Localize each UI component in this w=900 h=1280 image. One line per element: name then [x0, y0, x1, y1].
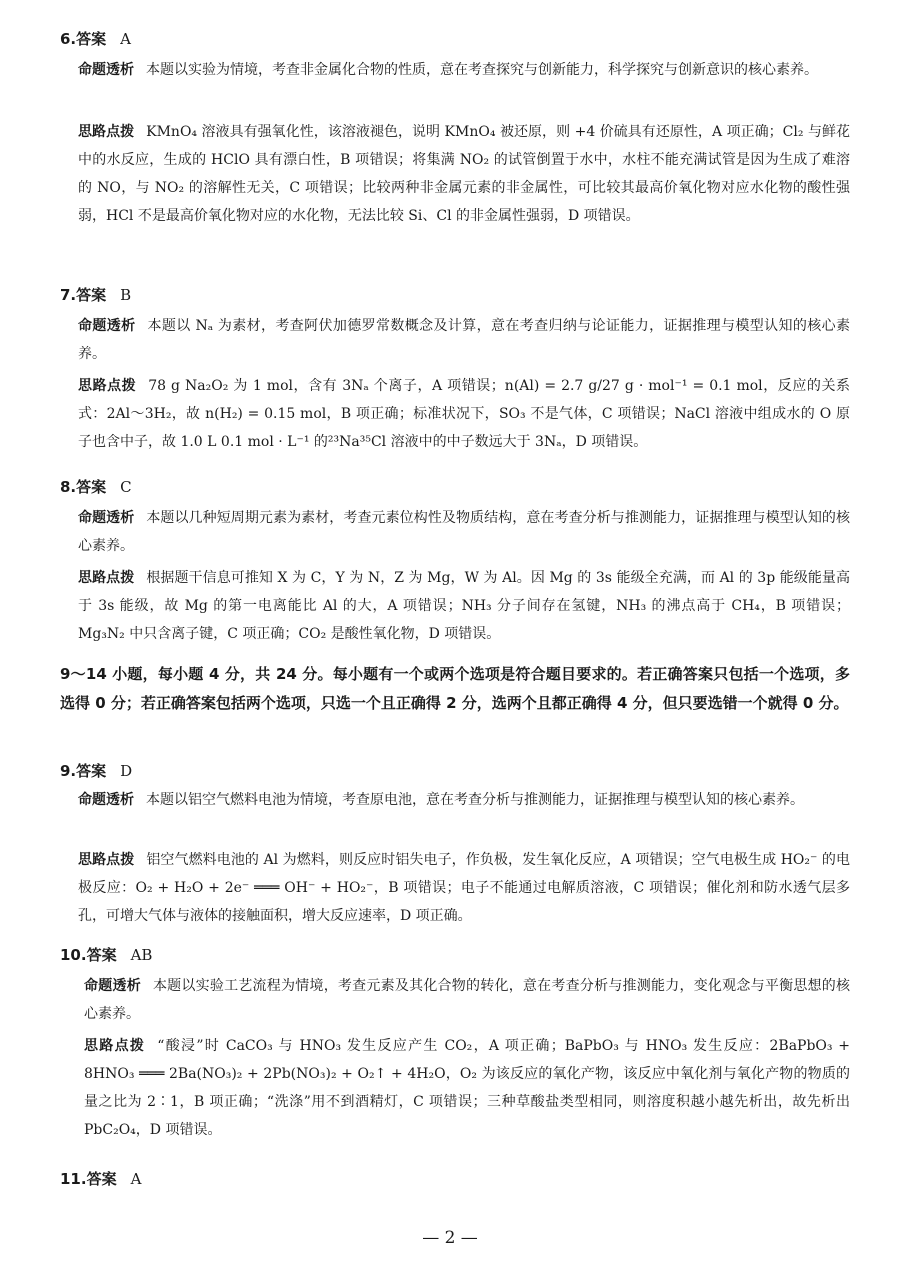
page-number: — 2 —: [422, 1228, 478, 1248]
question-number: 9.: [60, 762, 77, 780]
question-number: 11.: [60, 1170, 87, 1188]
section-scoring-note: 9～14 小题，每小题 4 分，共 24 分。每小题有一个或两个选项是符合题目要求的。若正确答案只包括一个选项，多选得 0 分；若正确答案包括两个选项，只选一个且正确得 2 分，选两个且都正确得 4 分，但只要选错一个就得 0 分。: [60, 665, 850, 712]
hint-text: 铝空气燃料电池的 Al 为燃料，则反应时铝失电子，作负极，发生氧化反应，A 项错误；空气电极生成 HO₂⁻ 的电极反应：O₂ + H₂O + 2e⁻ ═══ OH⁻ + HO₂⁻，B 项错误；电子不能通过电解质溶液，C 项错误；催化剂和防水透气层多孔，可增大气体与液体的接触面积，增大反应速率，D 项正确。: [78, 852, 851, 924]
intro-label: 命题透析: [78, 510, 135, 526]
question-number: 6.: [60, 30, 77, 48]
answer-label: 答案: [76, 286, 107, 304]
intro-label: 命题透析: [78, 792, 134, 808]
intro-label: 命题透析: [84, 978, 141, 994]
hint-label: 思路点拨: [78, 852, 135, 868]
question-8-answer: [60, 476, 132, 497]
hint-text: 根据题干信息可推知 X 为 C，Y 为 N，Z 为 Mg，W 为 Al。因 Mg 的 3s 能级全充满，而 Al 的 3p 能级能量高于 3s 能级，故 Mg 的第一电离能比 Al 的大，A 项错误；NH₃ 分子间存在氢键，NH₃ 的沸点高于 CH₄，B 项错误；Mg₃N₂ 中只含离子键，C 项正确；CO₂ 是酸性氧化物，D 项错误。: [78, 570, 851, 642]
question-7-intro: [78, 312, 850, 368]
question-8-intro: [78, 504, 850, 560]
intro-text: 本题以实验为情境，考查非金属化合物的性质，意在考查探究与创新能力，科学探究与创新意识的核心素养。: [146, 62, 818, 78]
answer-label: 答案: [76, 30, 107, 48]
answer-value: B: [120, 286, 132, 304]
intro-label: 命题透析: [78, 62, 134, 78]
intro-text: 本题以铝空气燃料电池为情境，考查原电池，意在考查分析与推测能力，证据推理与模型认知的核心素养。: [146, 792, 804, 808]
hint-label: 思路点拨: [84, 1038, 146, 1054]
question-11-answer: [60, 1168, 141, 1189]
answer-value: C: [120, 478, 132, 496]
question-6-intro: [78, 56, 850, 84]
question-10-hint: [84, 1032, 850, 1144]
hint-label: 思路点拨: [78, 124, 135, 140]
question-number: 7.: [60, 286, 77, 304]
answer-value: D: [120, 762, 133, 780]
question-7-answer: [60, 284, 131, 305]
question-10-intro: [84, 972, 850, 1028]
intro-text: 本题以 Nₐ 为素材，考查阿伏加德罗常数概念及计算，意在考查归纳与论证能力，证据推理与模型认知的核心素养。: [78, 318, 850, 362]
answer-label: 答案: [86, 946, 117, 964]
intro-text: 本题以几种短周期元素为素材，考查元素位构性及物质结构，意在考查分析与推测能力，证据推理与模型认知的核心素养。: [78, 510, 851, 554]
question-number: 10.: [60, 946, 87, 964]
question-6-answer: [60, 28, 131, 49]
answer-label: 答案: [76, 478, 107, 496]
intro-text: 本题以实验工艺流程为情境，考查元素及其化合物的转化，意在考查分析与推测能力，变化观念与平衡思想的核心素养。: [84, 978, 851, 1022]
question-6-hint: [78, 118, 850, 230]
hint-text: 78 g Na₂O₂ 为 1 mol，含有 3Nₐ 个离子，A 项错误；n(Al) = 2.7 g/27 g · mol⁻¹ = 0.1 mol，反应的关系式：2Al～3H₂，故 n(H₂) = 0.15 mol，B 项正确；标准状况下，SO₃ 不是气体，C 项错误；NaCl 溶液中组成水的 O 原子也含中子，故 1.0 L 0.1 mol · L⁻¹ 的²³Na³⁵Cl 溶液中的中子数远大于 3Nₐ，D 项错误。: [78, 378, 850, 450]
question-7-hint: [78, 372, 850, 456]
question-9-answer: [60, 760, 132, 781]
answer-value: AB: [130, 946, 153, 964]
answer-value: A: [120, 30, 131, 48]
hint-label: 思路点拨: [78, 378, 137, 394]
question-10-answer: [60, 944, 152, 965]
hint-text: KMnO₄ 溶液具有强氧化性，该溶液褪色，说明 KMnO₄ 被还原，则 +4 价硫具有还原性，A 项正确；Cl₂ 与鲜花中的水反应，生成的 HClO 具有漂白性，B 项错误；将集满 NO₂ 的试管倒置于水中，水柱不能充满试管是因为生成了难溶的 NO，与 NO₂ 的溶解性无关，C 项错误；比较两种非金属元素的非金属性，可比较其最高价氧化物对应水化物的酸性强弱，HCl 不是最高价氧化物对应的水化物，无法比较 Si、Cl 的非金属性强弱，D 项错误。: [78, 124, 851, 224]
question-9-intro: [78, 786, 850, 814]
intro-label: 命题透析: [78, 318, 136, 334]
answer-label: 答案: [86, 1170, 117, 1188]
hint-text: “酸浸”时 CaCO₃ 与 HNO₃ 发生反应产生 CO₂，A 项正确；BaPbO₃ 与 HNO₃ 发生反应：2BaPbO₃ + 8HNO₃ ═══ 2Ba(NO₃)₂ + 2Pb(NO₃)₂ + O₂↑ + 4H₂O，O₂ 为该反应的氧化产物，该反应中氧化剂与氧化产物的物质的量之比为 2∶1，B 项正确；“洗涤”用不到酒精灯，C 项错误；三种草酸盐类型相同，则溶度积越小越先析出，故先析出 PbC₂O₄，D 项错误。: [84, 1038, 851, 1138]
hint-label: 思路点拨: [78, 570, 135, 586]
question-8-hint: [78, 564, 850, 648]
question-9-hint: [78, 846, 850, 930]
answer-value: A: [130, 1170, 142, 1188]
answer-label: 答案: [76, 762, 107, 780]
question-number: 8.: [60, 478, 77, 496]
